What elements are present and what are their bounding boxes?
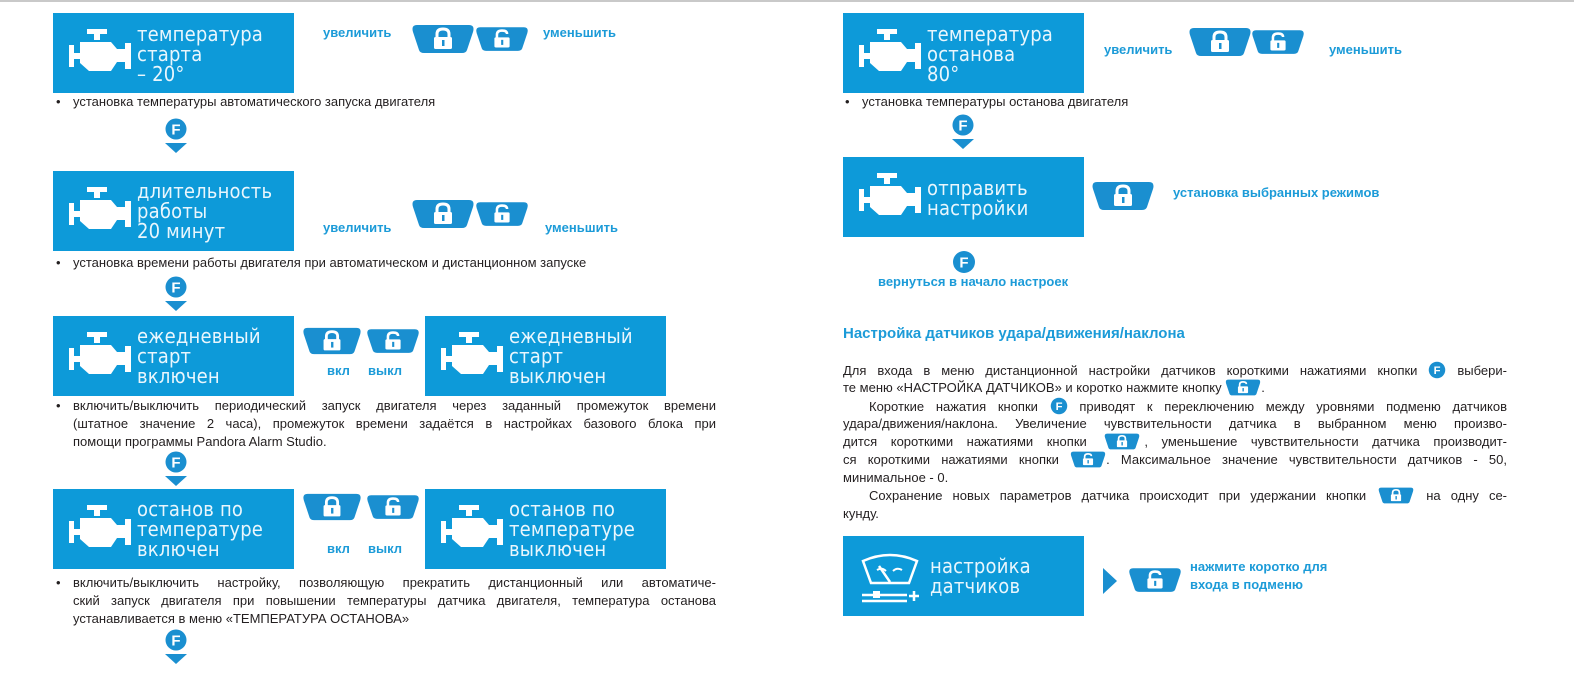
text-fragment: . xyxy=(1261,380,1265,395)
on-label: вкл xyxy=(327,363,350,378)
panel-line: настройка xyxy=(930,554,1031,578)
panel-text xyxy=(930,556,1031,596)
text-line: включить/выключить настройку, позволяющую прекратить дистанционный или автоматиче- xyxy=(73,575,716,590)
panel-line: ежедневный xyxy=(509,324,633,348)
engine-icon xyxy=(859,29,921,77)
daily-description xyxy=(73,397,716,451)
text-line xyxy=(843,433,1507,451)
panel-start-temperature xyxy=(53,13,294,93)
text-line: устанавливается в меню «ТЕМПЕРАТУРА ОСТАНОВА» xyxy=(73,611,410,626)
bullet-marker: • xyxy=(56,255,61,270)
f-key-icon xyxy=(164,276,188,312)
f-key-icon xyxy=(164,118,188,154)
panel-text xyxy=(137,181,272,241)
panel-line: 80° xyxy=(927,62,960,86)
text-fragment: Короткие нажатия кнопки xyxy=(869,399,1038,414)
engine-icon xyxy=(69,505,131,553)
enter-submenu-hint xyxy=(1190,558,1327,594)
wiper-sensor-icon xyxy=(859,549,921,603)
f-key-icon xyxy=(1050,397,1068,415)
panel-line: длительность xyxy=(137,179,273,203)
text-line xyxy=(843,361,1507,379)
panel-text xyxy=(927,24,1053,84)
unlock-button[interactable] xyxy=(475,199,529,229)
decrease-label: уменьшить xyxy=(1329,42,1402,57)
on-label: вкл xyxy=(327,541,350,556)
text-fragment: ся короткими нажатиями кнопки xyxy=(843,452,1059,467)
bullet-marker: • xyxy=(845,94,850,109)
unlock-icon xyxy=(1070,451,1106,468)
panel-line: останов по xyxy=(509,497,616,521)
text-line: (штатное значение 2 часа), промежуток времени задаётся в настройках базового блока при xyxy=(73,416,716,431)
panel-line: включен xyxy=(137,537,220,561)
f-key-icon xyxy=(164,629,188,665)
panel-line: температуре xyxy=(509,517,636,541)
engine-icon xyxy=(859,173,921,221)
duration-description: установка времени работы двигателя при автоматическом и дистанционном запуске xyxy=(73,255,587,270)
lock-button[interactable] xyxy=(1188,27,1252,57)
unlock-button[interactable] xyxy=(1251,27,1305,57)
increase-label: увеличить xyxy=(1104,42,1173,57)
panel-line: старт xyxy=(137,344,192,368)
text-line xyxy=(843,379,1507,397)
section-body xyxy=(843,361,1507,523)
text-fragment: дится короткими нажатиями кнопки xyxy=(843,434,1087,449)
panel-line: ежедневный xyxy=(137,324,261,348)
unlock-button[interactable] xyxy=(1128,565,1182,595)
text-line: минимальное - 0. xyxy=(843,470,949,485)
off-label: выкл xyxy=(368,363,403,378)
off-label: выкл xyxy=(368,541,403,556)
panel-line: 20 минут xyxy=(137,219,226,243)
panel-daily-start-off xyxy=(425,316,666,396)
engine-icon xyxy=(69,187,131,235)
panel-text xyxy=(927,178,1029,218)
top-divider xyxy=(0,0,1574,2)
panel-sensor-settings xyxy=(843,536,1084,616)
text-fragment: приводят к переключению между уровнями подменю датчиков xyxy=(1079,399,1507,414)
bullet-marker: • xyxy=(56,575,61,590)
text-fragment: те меню «НАСТРОЙКА ДАТЧИКОВ» и коротко нажмите кнопку xyxy=(843,380,1222,395)
f-key-icon xyxy=(951,114,975,150)
panel-send-settings xyxy=(843,157,1084,237)
text-fragment: , уменьшение чувствительности датчика производит- xyxy=(1144,434,1507,449)
panel-line: работы xyxy=(137,199,208,223)
start-temp-description: установка температуры автоматического запуска двигателя xyxy=(73,94,436,109)
f-key-icon xyxy=(952,250,976,274)
panel-line: отправить xyxy=(927,176,1028,200)
panel-stop-temperature xyxy=(843,13,1084,93)
text-line xyxy=(843,487,1507,505)
stop-temp-description: установка температуры останова двигателя xyxy=(862,94,1129,109)
engine-icon xyxy=(69,29,131,77)
unlock-button[interactable] xyxy=(366,492,420,522)
text-fragment: . Максимальное значение чувствительности датчиков - 50, xyxy=(1106,452,1507,467)
increase-label: увеличить xyxy=(323,25,392,40)
lock-button[interactable] xyxy=(302,326,362,356)
panel-line: останов по xyxy=(137,497,244,521)
text-line: кунду. xyxy=(843,506,879,521)
panel-line: температуре xyxy=(137,517,264,541)
f-key-icon xyxy=(1428,361,1446,379)
unlock-button[interactable] xyxy=(475,24,529,54)
unlock-icon xyxy=(1225,379,1261,396)
panel-line: настройки xyxy=(927,196,1029,220)
text-line: удара/движения/наклона. Увеличение чувствительности датчика в выбранном меню произво- xyxy=(843,416,1507,431)
engine-icon xyxy=(69,332,131,380)
text-line xyxy=(843,397,1507,415)
hint-line: входа в подменю xyxy=(1190,577,1304,592)
bullet-marker: • xyxy=(56,398,61,413)
text-line: помощи программы Pandora Alarm Studio. xyxy=(73,434,327,449)
panel-line: температура xyxy=(927,22,1054,46)
text-fragment: Для входа в меню дистанционной настройки датчиков короткими нажатиями кнопки xyxy=(843,363,1418,378)
f-key-icon xyxy=(164,451,188,487)
lock-button[interactable] xyxy=(302,492,362,522)
panel-line: – 20° xyxy=(137,62,185,86)
arrow-right-icon xyxy=(1103,568,1117,594)
lock-button[interactable] xyxy=(411,24,475,54)
panel-text xyxy=(509,499,635,559)
engine-icon xyxy=(441,332,503,380)
text-fragment: на одну се- xyxy=(1426,488,1507,503)
lock-button[interactable] xyxy=(1091,181,1155,211)
panel-text xyxy=(509,326,633,386)
panel-stop-by-temp-on xyxy=(53,489,294,569)
panel-line: старт xyxy=(509,344,564,368)
hint-line: нажмите коротко для xyxy=(1190,559,1328,574)
increase-label: увеличить xyxy=(323,220,392,235)
panel-daily-start-on xyxy=(53,316,294,396)
lock-icon xyxy=(1376,487,1416,504)
apply-modes-label: установка выбранных режимов xyxy=(1173,185,1380,200)
lock-button[interactable] xyxy=(411,199,475,229)
panel-stop-by-temp-off xyxy=(425,489,666,569)
engine-icon xyxy=(441,505,503,553)
panel-line: выключен xyxy=(509,537,607,561)
stop-description xyxy=(73,574,716,628)
panel-text xyxy=(137,499,263,559)
panel-line: включен xyxy=(137,364,220,388)
decrease-label: уменьшить xyxy=(545,220,618,235)
lock-icon xyxy=(1100,433,1144,450)
unlock-button[interactable] xyxy=(366,326,420,356)
text-line xyxy=(843,451,1507,469)
panel-text xyxy=(137,326,261,386)
panel-line: температура xyxy=(137,22,264,46)
panel-text xyxy=(137,24,263,84)
text-fragment: выбери- xyxy=(1457,363,1507,378)
back-to-start-label: вернуться в начало настроек xyxy=(878,274,1069,289)
panel-work-duration xyxy=(53,171,294,251)
decrease-label: уменьшить xyxy=(543,25,616,40)
bullet-marker: • xyxy=(56,94,61,109)
panel-line: останова xyxy=(927,42,1016,66)
section-title: Настройка датчиков удара/движения/наклона xyxy=(843,325,1185,342)
panel-line: выключен xyxy=(509,364,607,388)
text-line: ский запуск двигателя при повышении температуры датчика двигателя, температура останова xyxy=(73,593,716,608)
text-line: включить/выключить периодический запуск двигателя через заданный промежуток времени xyxy=(73,398,716,413)
panel-line: датчиков xyxy=(930,574,1021,598)
panel-line: старта xyxy=(137,42,203,66)
text-fragment: Сохранение новых параметров датчика происходит при удержании кнопки xyxy=(869,488,1367,503)
